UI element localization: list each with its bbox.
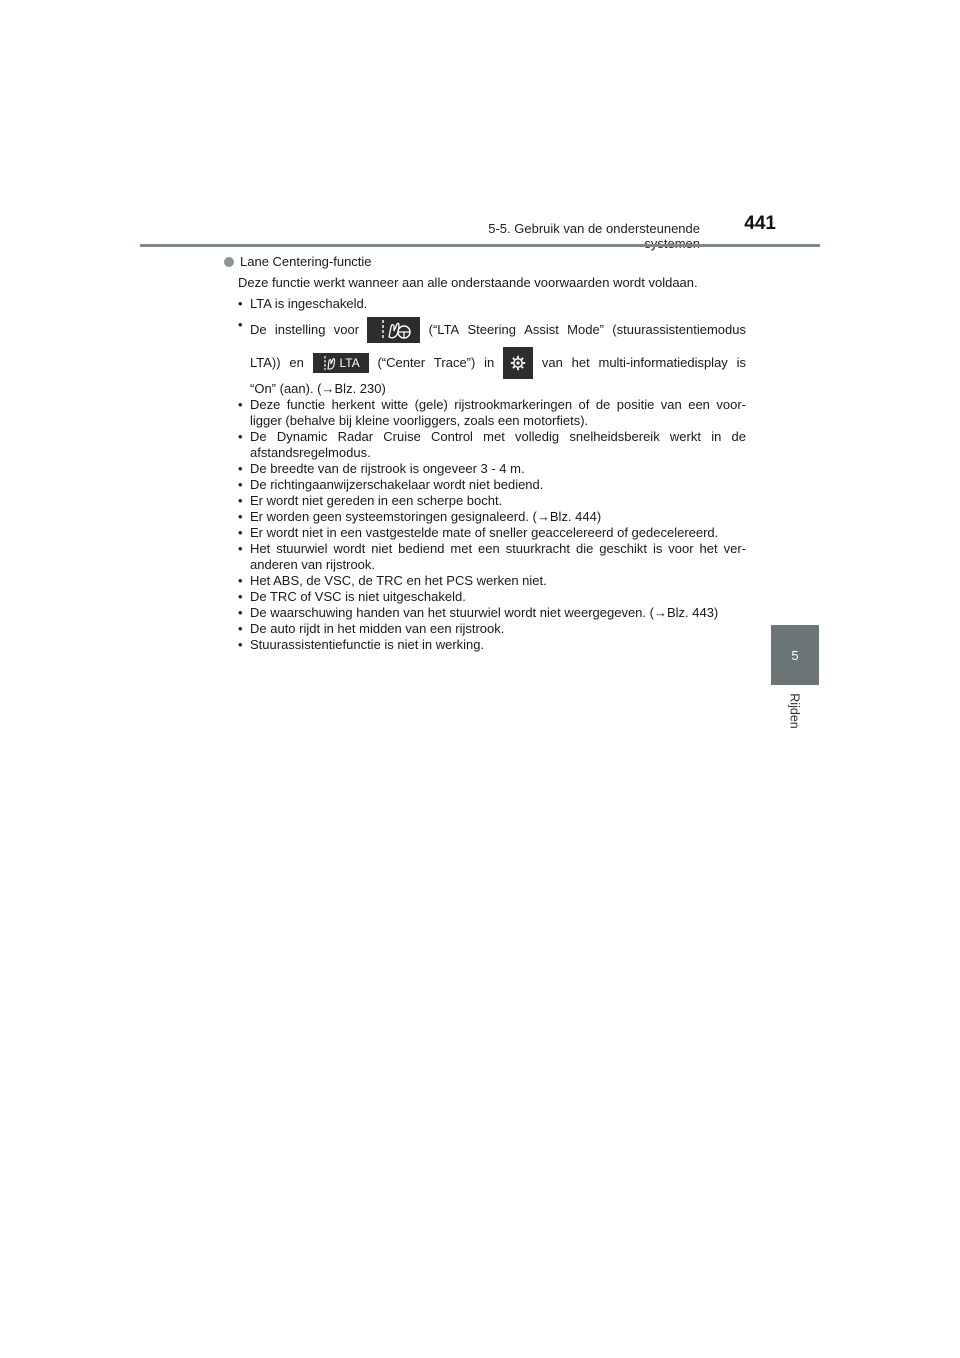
steering-assist-icon: [367, 317, 420, 343]
list-item: [238, 509, 746, 525]
chapter-number: 5: [791, 647, 799, 663]
list-item-setting: [238, 317, 746, 397]
page-content: [222, 254, 746, 653]
word: Steering: [467, 322, 516, 337]
word: instelling: [274, 322, 326, 337]
word: (stuurassistentiemodus: [612, 322, 746, 337]
setting-line-2: [250, 347, 746, 379]
word: LTA)): [250, 355, 281, 370]
list-item: [238, 605, 746, 621]
word: van: [541, 355, 563, 370]
word: • De: [250, 322, 267, 337]
word: Assist: [524, 322, 559, 337]
word: multi-informatiedisplay: [598, 355, 728, 370]
condition-text: Het ABS, de VSC, de TRC en het PCS werken niet.: [250, 573, 547, 588]
list-item: [238, 493, 746, 509]
condition-text: Er worden geen systeemstoringen gesignaleerd. (→Blz. 444): [250, 509, 602, 524]
condition-text: Het stuurwiel wordt niet bediend met een stuurkracht die geschikt is voor het ver-anderen van rijstrook.: [250, 541, 746, 572]
word: in: [484, 355, 495, 370]
running-header-section-title: 5-5. Gebruik van de ondersteunende: [488, 221, 700, 236]
setting-line-3: “On” (aan). (→Blz. 230): [250, 381, 386, 396]
word: is: [736, 355, 746, 370]
heading-bullet-icon: [224, 257, 234, 267]
hand-icon: [322, 355, 336, 371]
condition-list: [238, 296, 746, 653]
chapter-tab[interactable]: [771, 625, 819, 685]
condition-text: Stuurassistentiefunctie is niet in werking.: [250, 637, 485, 652]
word: en: [289, 355, 304, 370]
word: voor: [333, 322, 360, 337]
word: Trace”): [433, 355, 476, 370]
condition-text: Deze functie herkent witte (gele) rijstrookmarkeringen of de positie van een voor-ligger (behalve bij kleine voorliggers, zoals een motorfiets).: [250, 397, 746, 428]
lta-icon-text: LTA: [339, 356, 360, 370]
list-item: [238, 637, 746, 653]
condition-text: De waarschuwing handen van het stuurwiel wordt niet weergegeven. (→Blz. 443): [250, 605, 719, 620]
list-item: [238, 461, 746, 477]
header-rule: [140, 244, 820, 247]
section-intro: Deze functie werkt wanneer aan alle onderstaande voorwaarden wordt voldaan.: [238, 275, 698, 290]
condition-text: De Dynamic Radar Cruise Control met volledig snelheidsbereik werkt in de afstandsregelmodus.: [250, 429, 746, 460]
condition-text: Er wordt niet gereden in een scherpe bocht.: [250, 493, 503, 508]
condition-text: De auto rijdt in het midden van een rijstrook.: [250, 621, 505, 636]
condition-text: De breedte van de rijstrook is ongeveer 3 - 4 m.: [250, 461, 525, 476]
list-item: [238, 541, 746, 573]
condition-text: Er wordt niet in een vastgestelde mate of sneller geaccelereerd of gedecelereerd.: [250, 525, 719, 540]
list-item: [238, 589, 746, 605]
gear-icon: [503, 347, 533, 379]
word: (“LTA: [428, 322, 460, 337]
condition-text: De richtingaanwijzerschakelaar wordt niet bediend.: [250, 477, 544, 492]
list-item: [238, 296, 746, 312]
lta-icon: [313, 353, 369, 373]
list-item: [238, 525, 746, 541]
section-heading: [222, 254, 746, 270]
page-number: 441: [744, 213, 776, 234]
word: Mode”: [567, 322, 605, 337]
condition-text: De TRC of VSC is niet uitgeschakeld.: [250, 589, 466, 604]
word: het: [571, 355, 590, 370]
chapter-label-text: Rijden: [788, 693, 802, 729]
section-heading-text: Lane Centering-functie: [240, 254, 372, 269]
setting-line-1: [250, 317, 746, 343]
list-item: [238, 573, 746, 589]
word: (“Center: [377, 355, 426, 370]
chapter-label: [771, 689, 819, 733]
condition-text: LTA is ingeschakeld.: [250, 296, 368, 311]
list-item: [238, 397, 746, 429]
list-item: [238, 429, 746, 461]
list-item: [238, 621, 746, 637]
list-item: [238, 477, 746, 493]
